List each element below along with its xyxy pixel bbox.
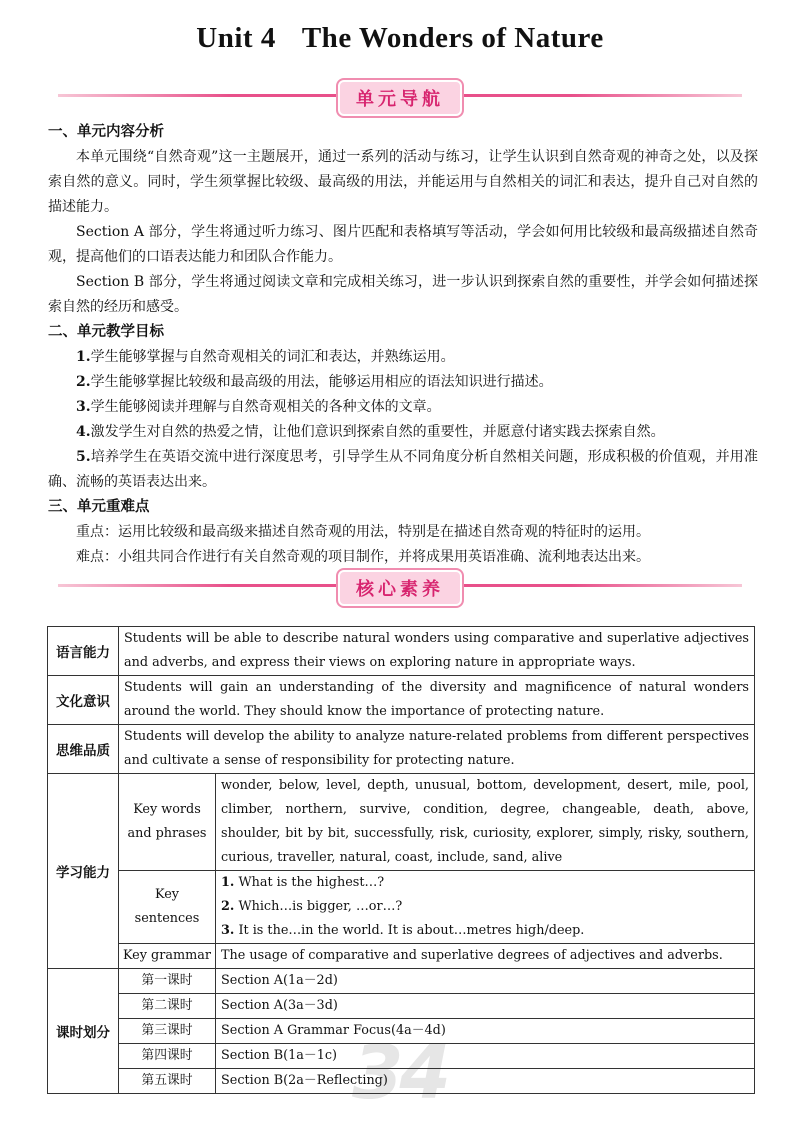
key-point: 重点：运用比较级和最高级来描述自然奇观的用法，特别是在描述自然奇观的特征时的运用。: [76, 524, 650, 540]
unit-number: Unit 4: [196, 22, 276, 54]
period-content: Section A(1a－2d): [216, 969, 755, 994]
unit-name: The Wonders of Nature: [301, 22, 604, 54]
row-text: Students will develop the ability to analyze nature-related problems from different perspectives and cultivate a sense of responsibility for protecting nature.: [119, 725, 755, 774]
row-label: 文化意识: [48, 676, 119, 725]
section-heading: 一、单元内容分析: [48, 124, 164, 140]
unit-analysis: [48, 120, 758, 570]
list-item: 3.学生能够阅读并理解与自然奇观相关的各种文体的文章。: [76, 399, 441, 415]
paragraph: Section B 部分，学生将通过阅读文章和完成相关练习，进一步认识到探索自然的重要性，并学会如何描述探索自然的经历和感受。: [48, 274, 758, 315]
table-row: [48, 871, 755, 944]
sub-label: Key grammar: [119, 944, 216, 969]
key-words: wonder, below, level, depth, unusual, bottom, development, desert, mile, pool, climber, northern, survive, condition, degree, changeable, death, above, shoulder, bit by bit, successfully, risk, curiosity, explorer, simply, risky, southern, curious, traveller, natural, coast, include, sand, alive: [216, 774, 755, 871]
period-label: 第三课时: [119, 1019, 216, 1044]
table-row: [48, 944, 755, 969]
row-label: 思维品质: [48, 725, 119, 774]
banner-core-literacy: [58, 570, 742, 602]
sentence-item: 2. Which…is bigger, …or…?: [221, 899, 403, 914]
core-literacy-table: [47, 626, 755, 1094]
row-text: Students will gain an understanding of the diversity and magnificence of natural wonders around the world. They should know the importance of protecting nature.: [119, 676, 755, 725]
sentence-item: 1. What is the highest…?: [221, 875, 385, 890]
banner-label: 核心素养: [338, 570, 462, 606]
table-row: [48, 774, 755, 871]
period-label: 第二课时: [119, 994, 216, 1019]
table-row: [48, 725, 755, 774]
period-content: Section B(1a－1c): [216, 1044, 755, 1069]
table-row: [48, 994, 755, 1019]
row-label: 语言能力: [48, 627, 119, 676]
table-row: [48, 969, 755, 994]
list-item: 5.培养学生在英语交流中进行深度思考，引导学生从不同角度分析自然相关问题，形成积极的价值观，并用准确、流畅的英语表达出来。: [48, 449, 758, 490]
banner-unit-guide: [58, 80, 742, 112]
difficult-point: 难点：小组共同合作进行有关自然奇观的项目制作，并将成果用英语准确、流利地表达出来。: [76, 549, 650, 565]
list-item: 4.激发学生对自然的热爱之情，让他们意识到探索自然的重要性，并愿意付诸实践去探索自然。: [76, 424, 665, 440]
list-item: 1.学生能够掌握与自然奇观相关的词汇和表达，并熟练运用。: [76, 349, 455, 365]
period-content: Section B(2a－Reflecting): [216, 1069, 755, 1094]
sentence-item: 3. It is the…in the world. It is about…metres high/deep.: [221, 923, 585, 938]
list-item: 2.学生能够掌握比较级和最高级的用法，能够运用相应的语法知识进行描述。: [76, 374, 553, 390]
row-label: 学习能力: [48, 774, 119, 969]
table-row: [48, 1044, 755, 1069]
period-content: Section A Grammar Focus(4a－4d): [216, 1019, 755, 1044]
period-label: 第五课时: [119, 1069, 216, 1094]
page-title: [0, 22, 800, 55]
table-row: [48, 627, 755, 676]
key-grammar: The usage of comparative and superlative degrees of adjectives and adverbs.: [216, 944, 755, 969]
period-label: 第一课时: [119, 969, 216, 994]
period-content: Section A(3a－3d): [216, 994, 755, 1019]
section-heading: 二、单元教学目标: [48, 324, 164, 340]
row-text: Students will be able to describe natural wonders using comparative and superlative adjectives and adverbs, and express their views on exploring nature in appropriate ways.: [119, 627, 755, 676]
paragraph: Section A 部分，学生将通过听力练习、图片匹配和表格填写等活动，学会如何用比较级和最高级描述自然奇观，提高他们的口语表达能力和团队合作能力。: [48, 224, 758, 265]
table-row: [48, 1019, 755, 1044]
banner-label: 单元导航: [338, 80, 462, 116]
key-sentences: [216, 871, 755, 944]
table-row: [48, 1069, 755, 1094]
section-heading: 三、单元重难点: [48, 499, 150, 515]
table-row: [48, 676, 755, 725]
period-label: 第四课时: [119, 1044, 216, 1069]
page-number-watermark: 34: [352, 1030, 447, 1116]
row-label: 课时划分: [48, 969, 119, 1094]
sub-label: Key words and phrases: [119, 774, 216, 871]
paragraph: 本单元围绕“自然奇观”这一主题展开，通过一系列的活动与练习，让学生认识到自然奇观的神奇之处，以及探索自然的意义。同时，学生须掌握比较级、最高级的用法，并能运用与自然相关的词汇和表达，提升自己对自然的描述能力。: [48, 149, 758, 215]
sub-label: Key sentences: [119, 871, 216, 944]
